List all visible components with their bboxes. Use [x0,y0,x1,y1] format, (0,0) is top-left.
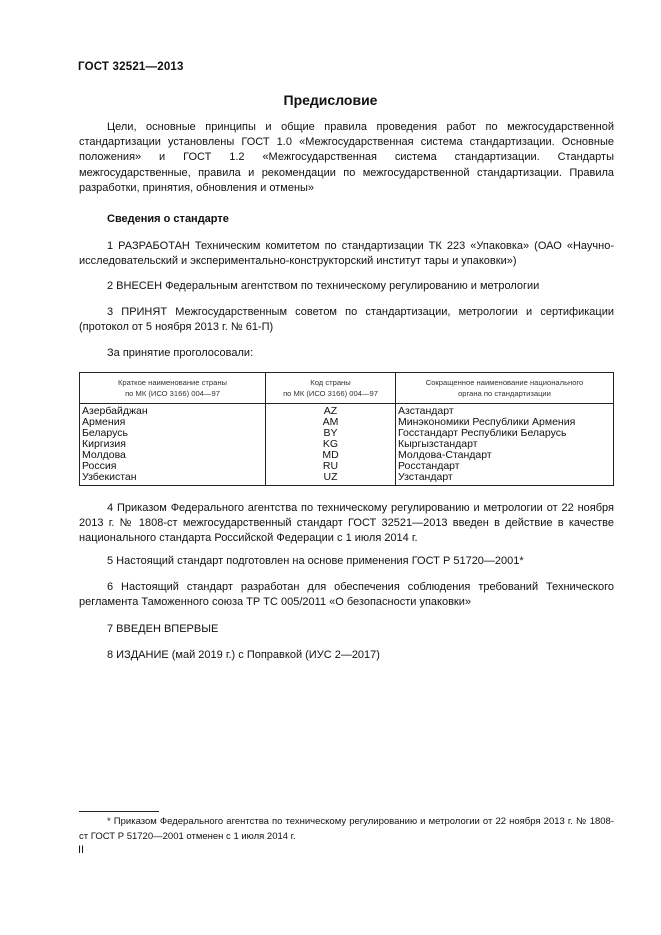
header-line: Краткое наименование страны [118,378,227,387]
country-code: RU [266,461,396,472]
document-code: ГОСТ 32521—2013 [78,61,184,73]
country-name: Россия [80,461,266,472]
table-row [80,439,614,450]
item-1-paragraph: 1 РАЗРАБОТАН Техническим комитетом по стандартизации ТК 223 «Упаковка» (ОАО «Научно-исследовательский и экспериментально-конструкторский институт тары и упаковки») [79,240,614,268]
standards-body: Узстандарт [396,472,614,486]
table-row [80,461,614,472]
item-5-paragraph: 5 Настоящий стандарт подготовлен на основе применения ГОСТ Р 51720—2001* [107,555,524,567]
header-line: органа по стандартизации [458,389,551,398]
table-row [80,428,614,439]
header-standards-body [396,373,614,404]
item-8-paragraph: 8 ИЗДАНИЕ (май 2019 г.) с Поправкой (ИУС 2—2017) [107,649,380,661]
standards-body: Госстандарт Республики Беларусь [396,428,614,439]
item-6-paragraph: 6 Настоящий стандарт разработан для обеспечения соблюдения требований Технического регламента Таможенного союза ТР ТС 005/2011 «О безопасности упаковки» [79,581,614,609]
standards-body: Кыргызстандарт [396,439,614,450]
header-country-code [266,373,396,404]
header-line: Сокращенное наименование национального [425,378,584,387]
table-row [80,450,614,461]
table-row [80,472,614,486]
country-name: Киргизия [80,439,266,450]
country-code: KG [266,439,396,450]
intro-paragraph: Цели, основные принципы и общие правила проведения работ по межгосударственной стандартизации установлены ГОСТ 1.0 «Межгосударственная система стандартизации. Основные положения» и ГОСТ 1.2 «Межгосударственная система стандартизации. Стандарты межгосударственные, правила и рекомендации по межгосударственной стандартизации. Правила разработки, принятия, обновления и отмены» [79,121,614,194]
country-code: UZ [266,472,396,486]
country-name: Узбекистан [80,472,266,486]
item-3-paragraph: 3 ПРИНЯТ Межгосударственным советом по стандартизации, метрологии и сертификации (протокол от 5 ноября 2013 г. № 61-П) [79,306,614,334]
table-header-row [80,373,614,404]
vote-intro: За принятие проголосовали: [107,347,254,359]
country-code: AZ [266,404,396,418]
page-number: II [78,844,85,856]
header-country-name [80,373,266,404]
country-name: Беларусь [80,428,266,439]
item-2-paragraph: 2 ВНЕСЕН Федеральным агентством по техническому регулированию и метрологии [107,280,540,292]
footnote-divider [79,811,159,812]
standards-body: Молдова-Стандарт [396,450,614,461]
standards-body: Росстандарт [396,461,614,472]
header-line: по МК (ИСО 3166) 004—97 [125,389,220,398]
item-7-paragraph: 7 ВВЕДЕН ВПЕРВЫЕ [107,623,219,635]
table-row [80,404,614,418]
voting-countries-table [79,372,614,486]
country-name: Молдова [80,450,266,461]
country-name: Армения [80,417,266,428]
country-code: MD [266,450,396,461]
page-title: Предисловие [283,92,378,108]
standards-body: Минэкономики Республики Армения [396,417,614,428]
section-title: Сведения о стандарте [107,213,229,225]
country-name: Азербайджан [80,404,266,418]
country-code: AM [266,417,396,428]
item-4-paragraph: 4 Приказом Федерального агентства по техническому регулированию и метрологии от 22 ноября 2013 г. № 1808-ст межгосударственный стандарт ГОСТ 32521—2013 введен в действие в качестве национального стандарта Российской Федерации с 1 июля 2014 г. [79,502,614,545]
header-line: Код страны [310,378,351,387]
standards-body: Азстандарт [396,404,614,418]
country-code: BY [266,428,396,439]
footnote: * Приказом Федерального агентства по техническому регулированию и метрологии от 22 ноября 2013 г. № 1808-ст ГОСТ Р 51720—2001 отменен с 1 июля 2014 г. [79,816,614,842]
header-line: по МК (ИСО 3166) 004—97 [283,389,378,398]
